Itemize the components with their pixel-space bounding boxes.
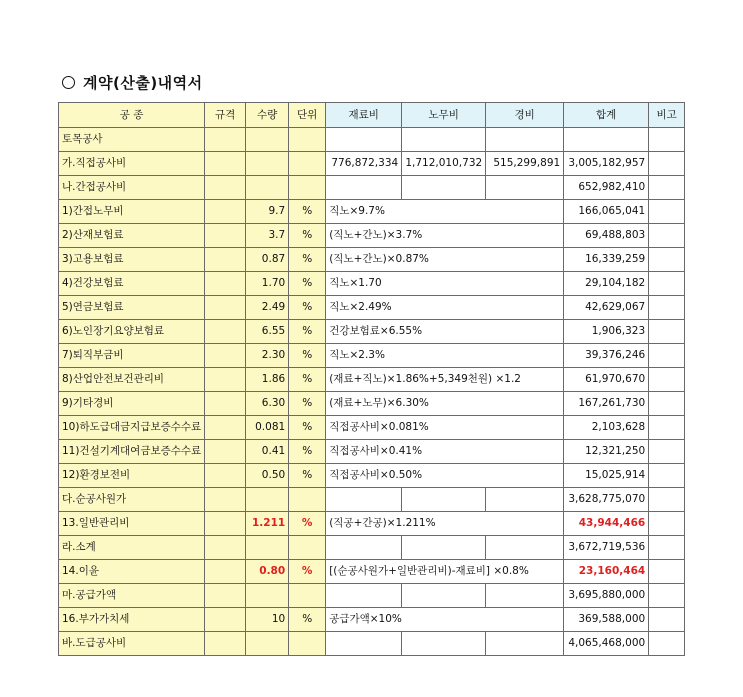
table-row xyxy=(59,392,685,416)
row-qty: 0.41 xyxy=(246,440,289,464)
row-formula: 직접공사비×0.41% xyxy=(326,440,564,464)
row-item: 12)환경보전비 xyxy=(59,464,205,488)
row-total: 16,339,259 xyxy=(564,248,649,272)
row-note xyxy=(649,344,685,368)
row-unit xyxy=(289,584,326,608)
row-unit xyxy=(289,128,326,152)
row-spec xyxy=(205,272,246,296)
table-row xyxy=(59,512,685,536)
row-item: 5)연금보험료 xyxy=(59,296,205,320)
row-note xyxy=(649,416,685,440)
table-row xyxy=(59,224,685,248)
row-qty: 1.70 xyxy=(246,272,289,296)
row-item: 라.소계 xyxy=(59,536,205,560)
circle-bullet-icon xyxy=(62,76,75,89)
row-formula: 직노×2.3% xyxy=(326,344,564,368)
row-labor xyxy=(402,632,486,656)
row-note xyxy=(649,512,685,536)
row-formula: 직노×2.49% xyxy=(326,296,564,320)
row-qty: 0.50 xyxy=(246,464,289,488)
row-total: 652,982,410 xyxy=(564,176,649,200)
header-item: 공 종 xyxy=(59,103,205,128)
row-formula: (직공+간공)×1.211% xyxy=(326,512,564,536)
row-spec xyxy=(205,464,246,488)
row-expense: 515,299,891 xyxy=(486,152,564,176)
row-unit: % xyxy=(289,440,326,464)
row-expense xyxy=(486,632,564,656)
row-spec xyxy=(205,248,246,272)
table-header-row xyxy=(59,103,685,128)
table-row xyxy=(59,416,685,440)
table-row xyxy=(59,272,685,296)
row-material xyxy=(326,584,402,608)
table-row xyxy=(59,200,685,224)
row-spec xyxy=(205,128,246,152)
row-note xyxy=(649,248,685,272)
row-note xyxy=(649,296,685,320)
row-note xyxy=(649,584,685,608)
row-note xyxy=(649,200,685,224)
row-unit xyxy=(289,176,326,200)
row-total: 61,970,670 xyxy=(564,368,649,392)
row-qty xyxy=(246,128,289,152)
row-spec xyxy=(205,608,246,632)
row-spec xyxy=(205,368,246,392)
row-item: 8)산업안전보건관리비 xyxy=(59,368,205,392)
table-row xyxy=(59,128,685,152)
header-expense: 경비 xyxy=(486,103,564,128)
row-spec xyxy=(205,584,246,608)
table-row xyxy=(59,632,685,656)
row-formula: (재료+직노)×1.86%+5,349천원) ×1.2 xyxy=(326,368,564,392)
row-unit: % xyxy=(289,512,326,536)
row-note xyxy=(649,224,685,248)
row-spec xyxy=(205,536,246,560)
row-expense xyxy=(486,536,564,560)
row-expense xyxy=(486,128,564,152)
row-qty: 2.30 xyxy=(246,344,289,368)
row-qty: 6.30 xyxy=(246,392,289,416)
table-row xyxy=(59,368,685,392)
row-spec xyxy=(205,296,246,320)
table-row xyxy=(59,152,685,176)
row-qty xyxy=(246,584,289,608)
row-note xyxy=(649,368,685,392)
row-item: 4)건강보험료 xyxy=(59,272,205,296)
row-formula: 직접공사비×0.081% xyxy=(326,416,564,440)
row-unit: % xyxy=(289,272,326,296)
row-note xyxy=(649,560,685,584)
row-unit: % xyxy=(289,464,326,488)
row-total: 69,488,803 xyxy=(564,224,649,248)
row-item: 가.직접공사비 xyxy=(59,152,205,176)
row-spec xyxy=(205,320,246,344)
row-note xyxy=(649,320,685,344)
row-labor xyxy=(402,536,486,560)
row-unit: % xyxy=(289,224,326,248)
row-unit xyxy=(289,632,326,656)
row-qty: 3.7 xyxy=(246,224,289,248)
header-note: 비고 xyxy=(649,103,685,128)
row-spec xyxy=(205,416,246,440)
row-labor xyxy=(402,128,486,152)
row-labor: 1,712,010,732 xyxy=(402,152,486,176)
row-material: 776,872,334 xyxy=(326,152,402,176)
row-note xyxy=(649,536,685,560)
row-total: 369,588,000 xyxy=(564,608,649,632)
row-item: 9)기타경비 xyxy=(59,392,205,416)
row-formula: 공급가액×10% xyxy=(326,608,564,632)
table-row xyxy=(59,560,685,584)
row-spec xyxy=(205,512,246,536)
row-item: 16.부가가치세 xyxy=(59,608,205,632)
row-spec xyxy=(205,176,246,200)
table-row xyxy=(59,344,685,368)
row-total: 166,065,041 xyxy=(564,200,649,224)
row-formula: 직노×9.7% xyxy=(326,200,564,224)
row-note xyxy=(649,608,685,632)
row-formula: 직접공사비×0.50% xyxy=(326,464,564,488)
row-total: 2,103,628 xyxy=(564,416,649,440)
row-formula: (직노+간노)×0.87% xyxy=(326,248,564,272)
row-qty: 9.7 xyxy=(246,200,289,224)
row-item: 3)고용보험료 xyxy=(59,248,205,272)
row-total: 3,005,182,957 xyxy=(564,152,649,176)
row-note xyxy=(649,632,685,656)
row-note xyxy=(649,272,685,296)
estimate-table xyxy=(58,102,685,656)
row-total xyxy=(564,128,649,152)
row-qty xyxy=(246,632,289,656)
row-qty: 2.49 xyxy=(246,296,289,320)
row-expense xyxy=(486,488,564,512)
row-note xyxy=(649,152,685,176)
row-spec xyxy=(205,440,246,464)
row-expense xyxy=(486,176,564,200)
row-total: 3,695,880,000 xyxy=(564,584,649,608)
row-total: 29,104,182 xyxy=(564,272,649,296)
row-formula: [(순공사원가+일반관리비)-재료비] ×0.8% xyxy=(326,560,564,584)
table-row xyxy=(59,440,685,464)
row-item: 마.공급가액 xyxy=(59,584,205,608)
row-material xyxy=(326,128,402,152)
row-unit: % xyxy=(289,368,326,392)
row-unit: % xyxy=(289,560,326,584)
row-total: 12,321,250 xyxy=(564,440,649,464)
row-item: 다.순공사원가 xyxy=(59,488,205,512)
row-total: 3,672,719,536 xyxy=(564,536,649,560)
row-qty: 10 xyxy=(246,608,289,632)
row-item: 2)산재보험료 xyxy=(59,224,205,248)
row-labor xyxy=(402,488,486,512)
row-total: 167,261,730 xyxy=(564,392,649,416)
row-total: 39,376,246 xyxy=(564,344,649,368)
row-item: 14.이윤 xyxy=(59,560,205,584)
row-qty: 0.80 xyxy=(246,560,289,584)
table-row xyxy=(59,176,685,200)
row-formula: 건강보험료×6.55% xyxy=(326,320,564,344)
row-item: 7)퇴직부금비 xyxy=(59,344,205,368)
row-unit: % xyxy=(289,392,326,416)
row-unit: % xyxy=(289,608,326,632)
header-spec: 규격 xyxy=(205,103,246,128)
row-qty: 1.211 xyxy=(246,512,289,536)
row-formula: (재료+노무)×6.30% xyxy=(326,392,564,416)
table-row xyxy=(59,296,685,320)
header-total: 합계 xyxy=(564,103,649,128)
row-qty: 6.55 xyxy=(246,320,289,344)
row-unit: % xyxy=(289,320,326,344)
header-qty: 수량 xyxy=(246,103,289,128)
header-material: 재료비 xyxy=(326,103,402,128)
row-qty xyxy=(246,176,289,200)
row-spec xyxy=(205,344,246,368)
row-total: 43,944,466 xyxy=(564,512,649,536)
row-unit xyxy=(289,488,326,512)
row-note xyxy=(649,440,685,464)
row-expense xyxy=(486,584,564,608)
row-item: 1)간접노무비 xyxy=(59,200,205,224)
table-row xyxy=(59,584,685,608)
table-row xyxy=(59,488,685,512)
row-note xyxy=(649,464,685,488)
row-total: 42,629,067 xyxy=(564,296,649,320)
row-unit: % xyxy=(289,416,326,440)
row-formula: 직노×1.70 xyxy=(326,272,564,296)
row-note xyxy=(649,176,685,200)
row-qty xyxy=(246,152,289,176)
row-qty: 1.86 xyxy=(246,368,289,392)
row-spec xyxy=(205,392,246,416)
row-qty: 0.081 xyxy=(246,416,289,440)
table-row xyxy=(59,464,685,488)
row-unit: % xyxy=(289,200,326,224)
row-total: 15,025,914 xyxy=(564,464,649,488)
row-note xyxy=(649,488,685,512)
row-qty xyxy=(246,488,289,512)
row-qty: 0.87 xyxy=(246,248,289,272)
row-labor xyxy=(402,584,486,608)
table-row xyxy=(59,608,685,632)
row-material xyxy=(326,632,402,656)
row-total: 1,906,323 xyxy=(564,320,649,344)
row-item: 나.간접공사비 xyxy=(59,176,205,200)
row-spec xyxy=(205,224,246,248)
table-row xyxy=(59,248,685,272)
row-unit: % xyxy=(289,344,326,368)
document-title xyxy=(62,72,203,93)
header-unit: 단위 xyxy=(289,103,326,128)
row-unit xyxy=(289,536,326,560)
row-item: 11)건설기계대여금보증수수료 xyxy=(59,440,205,464)
row-total: 4,065,468,000 xyxy=(564,632,649,656)
row-material xyxy=(326,488,402,512)
row-item: 10)하도급대금지급보증수수료 xyxy=(59,416,205,440)
row-unit xyxy=(289,152,326,176)
row-note xyxy=(649,128,685,152)
row-spec xyxy=(205,152,246,176)
row-material xyxy=(326,176,402,200)
row-formula: (직노+간노)×3.7% xyxy=(326,224,564,248)
header-labor: 노무비 xyxy=(402,103,486,128)
row-labor xyxy=(402,176,486,200)
row-qty xyxy=(246,536,289,560)
row-unit: % xyxy=(289,248,326,272)
row-item: 바.도급공사비 xyxy=(59,632,205,656)
row-item: 13.일반관리비 xyxy=(59,512,205,536)
row-material xyxy=(326,536,402,560)
row-spec xyxy=(205,632,246,656)
row-item: 토목공사 xyxy=(59,128,205,152)
row-item: 6)노인장기요양보험료 xyxy=(59,320,205,344)
row-total: 3,628,775,070 xyxy=(564,488,649,512)
table-row xyxy=(59,320,685,344)
row-total: 23,160,464 xyxy=(564,560,649,584)
table-row xyxy=(59,536,685,560)
row-spec xyxy=(205,488,246,512)
document-title-text: 계약(산출)내역서 xyxy=(83,74,203,92)
row-spec xyxy=(205,560,246,584)
row-note xyxy=(649,392,685,416)
row-spec xyxy=(205,200,246,224)
row-unit: % xyxy=(289,296,326,320)
